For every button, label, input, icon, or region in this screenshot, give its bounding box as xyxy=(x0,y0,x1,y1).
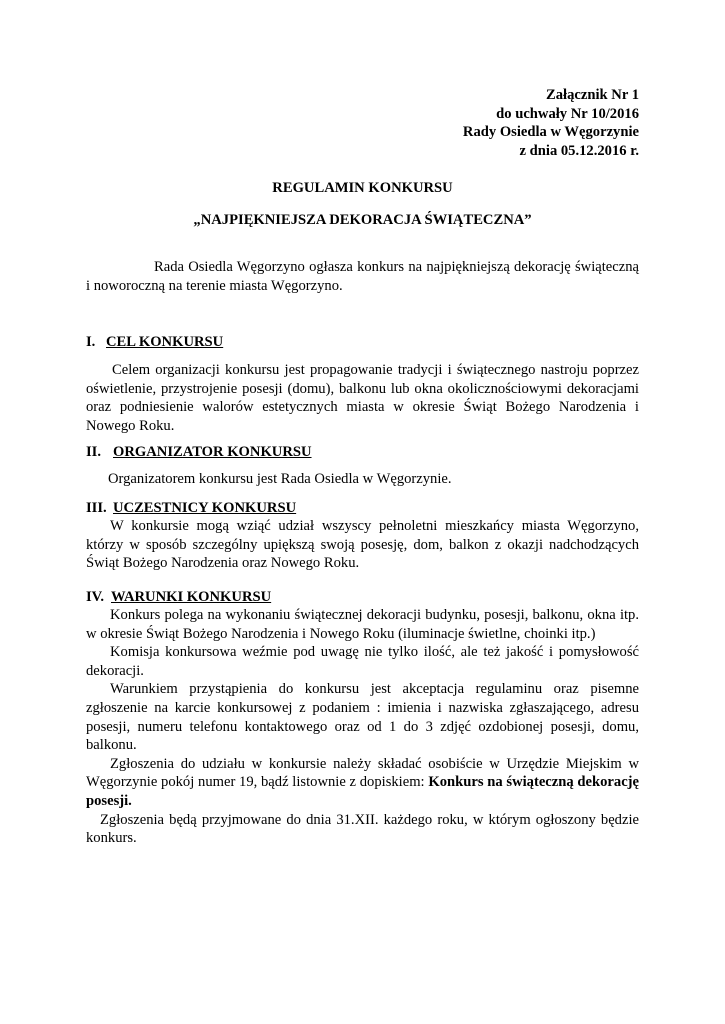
resolution-date: z dnia 05.12.2016 r. xyxy=(519,142,639,159)
section-heading-warunki xyxy=(86,588,271,607)
document-title: REGULAMIN KONKURSU xyxy=(272,180,453,196)
section-heading-uczestnicy xyxy=(86,499,296,518)
section-number: II. xyxy=(86,444,102,460)
section-paragraph: Celem organizacji konkursu jest propagowanie tradycji i świątecznego nastroju poprzez oświetlenie, przystrojenie posesji (domu), balkonu lub okna okolicznościowymi dekoracjami oraz podniesienie walorów estetycznych miasta w okresie Świąt Bożego Narodzenia i Nowego Roku. xyxy=(86,362,639,434)
intro-paragraph: Rada Osiedla Węgorzyno ogłasza konkurs na najpiękniejszą dekorację świąteczną i noworoczną na terenie miasta Węgorzyno. xyxy=(86,259,639,294)
section-paragraph: Organizatorem konkursu jest Rada Osiedla w Węgorzynie. xyxy=(108,471,452,487)
section-title: UCZESTNICY KONKURSU xyxy=(113,500,297,516)
section-heading-cel xyxy=(86,333,223,352)
section-title: ORGANIZATOR KONKURSU xyxy=(113,444,312,460)
conditions-paragraph: Komisja konkursowa weźmie pod uwagę nie tylko ilość, ale też jakość i pomysłowość dekoracji. xyxy=(86,644,639,679)
section-body-warunki xyxy=(86,606,639,848)
conditions-paragraph xyxy=(86,755,639,811)
section-title: CEL KONKURSU xyxy=(106,334,224,350)
conditions-paragraph: Warunkiem przystąpienia do konkursu jest akceptacja regulaminu oraz pisemne zgłoszenie na karcie konkursowej z podaniem : imienia i nazwiska zgłaszającego, adresu posesji, numeru telefonu kontaktowego oraz od 1 do 3 zdjęć ozdobionej posesji, domu, balkonu. xyxy=(86,681,639,754)
section-number: I. xyxy=(86,334,96,350)
document-page xyxy=(86,0,639,1024)
section-number: III. xyxy=(86,500,107,516)
section-number: IV. xyxy=(86,589,104,605)
section-title: WARUNKI KONKURSU xyxy=(111,589,272,605)
submission-note: Konkurs na świąteczną dekorację posesji. xyxy=(86,774,640,809)
section-paragraph: W konkursie mogą wziąć udział wszyscy pełnoletni mieszkańcy miasta Węgorzyno, którzy w sposób szczególny upiększą swoją posesję, dom, balkon z okazji nadchodzących Świąt Bożego Narodzenia oraz Nowego Roku. xyxy=(86,518,639,572)
attachment-header xyxy=(463,86,639,160)
council-name: Rady Osiedla w Węgorzynie xyxy=(462,124,639,141)
section-heading-organizator xyxy=(86,443,312,462)
conditions-paragraph: Zgłoszenia będą przyjmowane do dnia 31.XII. każdego roku, w którym ogłoszony będzie konkurs. xyxy=(86,811,639,847)
submission-text: Zgłoszenia do udziału w konkursie należy składać osobiście w Urzędzie Miejskim w Węgorzynie pokój numer 19, bądź listownie z dopiskiem: xyxy=(86,755,639,791)
conditions-paragraph: Konkurs polega na wykonaniu świątecznej dekoracji budynku, posesji, balkonu, okna itp. w okresie Świąt Bożego Narodzenia i Nowego Roku (iluminacje świetlne, choinki itp.) xyxy=(86,607,639,642)
contest-name: „NAJPIĘKNIEJSZA DEKORACJA ŚWIĄTECZNA” xyxy=(193,212,532,228)
attachment-number: Załącznik Nr 1 xyxy=(546,87,639,103)
resolution-number: do uchwały Nr 10/2016 xyxy=(496,105,639,122)
